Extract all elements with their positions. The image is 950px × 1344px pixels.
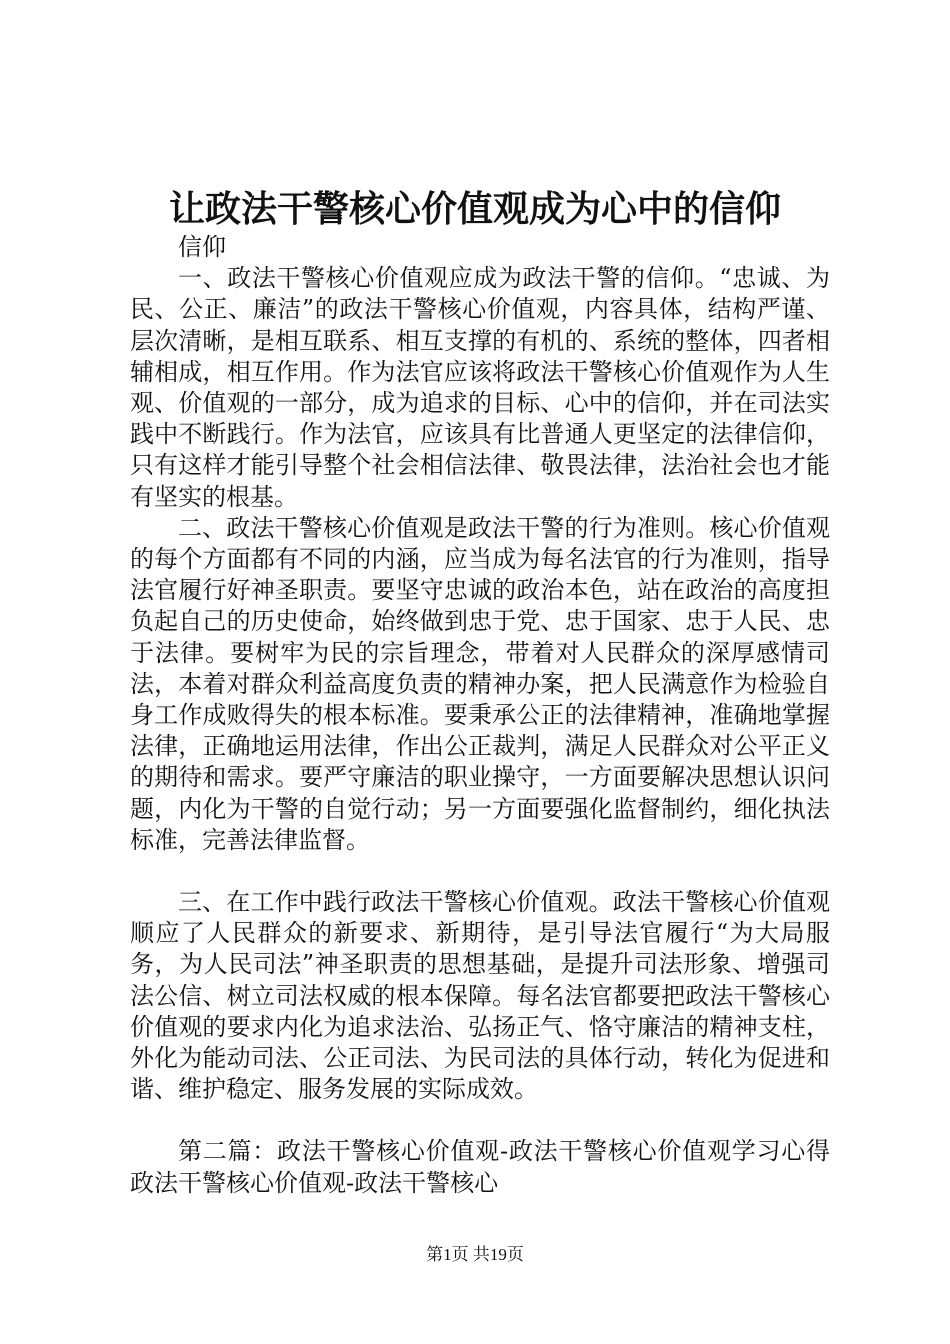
paragraph-2: 二、政法干警核心价值观是政法干警的行为准则。核心价值观的每个方面都有不同的内涵，应当成为每名法官的行为准则，指导法官履行好神圣职责。要坚守忠诚的政治本色，站在政治的高度担负起自己的历史使命，始终做到忠于党、忠于国家、忠于人民、忠于法律。要树牢为民的宗旨理念，带着对人民群众的深厚感情司法，本着对群众利益高度负责的精神办案，把人民满意作为检验自身工作成败得失的根本标准。要秉承公正的法律精神，准确地掌握法律，正确地运用法律，作出公正裁判，满足人民群众对公平正义的期待和需求。要严守廉洁的职业操守，一方面要解决思想认识问题，内化为干警的自觉行动；另一方面要强化监督制约，细化执法标准，完善法律监督。	[130, 513, 830, 854]
paragraph-1: 一、政法干警核心价值观应成为政法干警的信仰。“忠诚、为民、公正、廉洁”的政法干警核心价值观，内容具体，结构严谨、层次清晰，是相互联系、相互支撑的有机的、系统的整体，四者相辅相成，相互作用。作为法官应该将政法干警核心价值观作为人生观、价值观的一部分，成为追求的目标、心中的信仰，并在司法实践中不断践行。作为法官，应该具有比普通人更坚定的法律信仰，只有这样才能引导整个社会相信法律、敬畏法律，法治社会也才能有坚实的根基。	[130, 264, 830, 511]
document-body	[130, 232, 830, 1199]
page-footer: 第1页 共19页	[426, 1245, 524, 1264]
document-subtitle: 信仰	[178, 233, 226, 261]
paragraph-4: 第二篇：政法干警核心价值观-政法干警核心价值观学习心得政法干警核心价值观-政法干警核心	[130, 1137, 830, 1197]
document-title: 让政法干警核心价值观成为心中的信仰	[168, 188, 781, 230]
paragraph-3: 三、在工作中践行政法干警核心价值观。政法干警核心价值观顺应了人民群众的新要求、新期待，是引导法官履行“为大局服务，为人民司法”神圣职责的思想基础，是提升司法形象、增强司法公信、树立司法权威的根本保障。每名法官都要把政法干警核心价值观的要求内化为追求法治、弘扬正气、恪守廉洁的精神支柱，外化为能动司法、公正司法、为民司法的具体行动，转化为促进和谐、维护稳定、服务发展的实际成效。	[130, 888, 830, 1104]
